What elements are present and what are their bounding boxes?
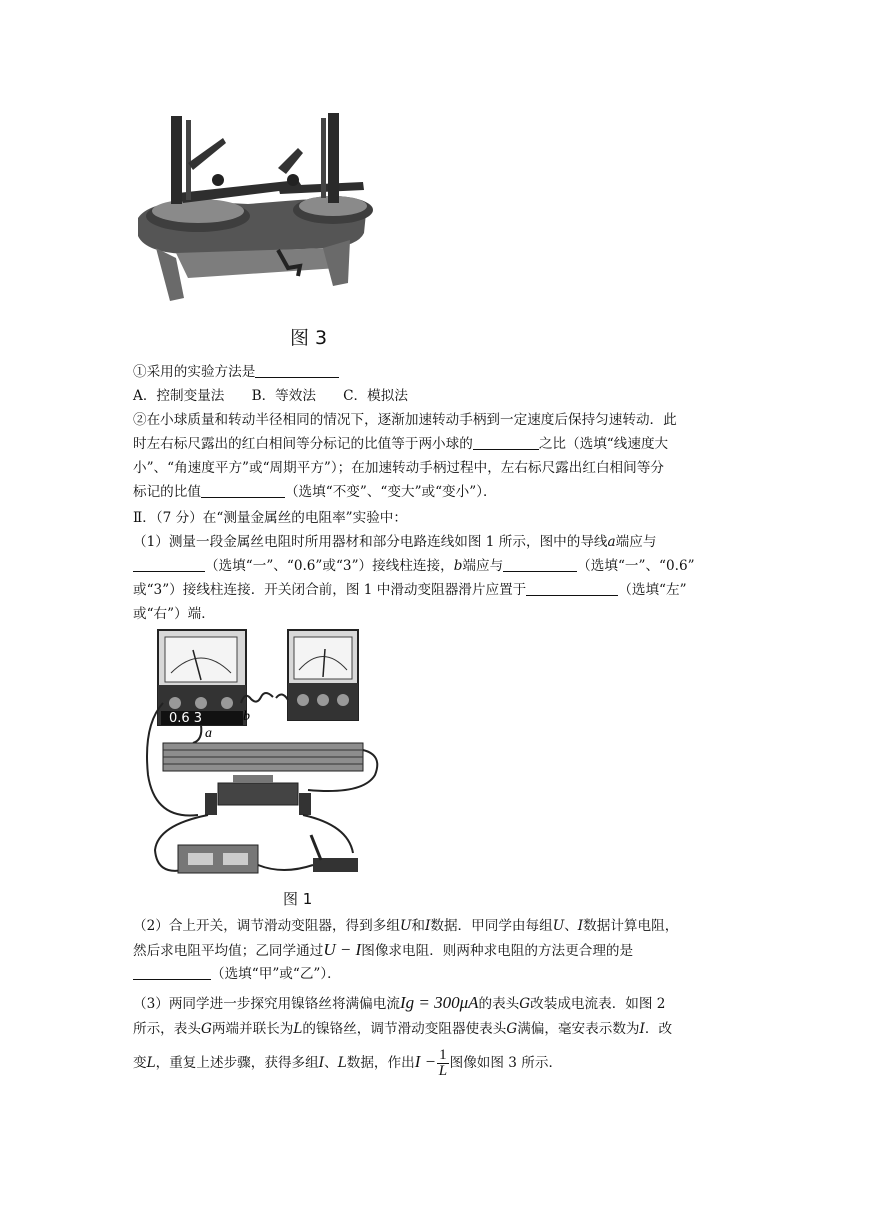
s2-line1-c: 数据．甲同学由每组 bbox=[430, 918, 553, 934]
fraction-denominator: L bbox=[438, 1063, 448, 1079]
answer-blank[interactable] bbox=[133, 964, 211, 980]
ammeter-scale-label: 0.6 3 bbox=[169, 711, 203, 726]
figure3-caption: 图 3 bbox=[290, 327, 328, 349]
answer-blank[interactable] bbox=[526, 580, 618, 596]
var-G: G bbox=[506, 1021, 518, 1037]
i-minus-equation: I − bbox=[414, 1052, 437, 1071]
para2-line2-b: 之比（选填“线速度大 bbox=[538, 436, 669, 452]
figure1-caption: 图 1 bbox=[283, 890, 313, 908]
s1-line3-a: 或“3”）接线柱连接．开关闭合前，图 1 中滑动变阻器滑片应置于 bbox=[133, 582, 527, 598]
question2-part3-block bbox=[133, 990, 743, 1082]
var-L: L bbox=[293, 1021, 303, 1037]
s2-line1-a: （2）合上开关，调节滑动变阻器，得到多组 bbox=[133, 918, 400, 934]
s3-line3-d: 数据，作出 bbox=[346, 1055, 415, 1071]
para2-line3: 小”、“角速度平方”或“周期平方”）；在加速转动手柄过程中，左右标尺露出红白相间等分 bbox=[133, 460, 664, 476]
ig-equation: Ig = 300μA bbox=[399, 993, 479, 1012]
s3-line1-b: 的表头 bbox=[478, 996, 520, 1012]
answer-blank[interactable] bbox=[201, 482, 285, 498]
answer-blank[interactable] bbox=[133, 556, 205, 572]
s3-line2-b: 两端并联长为 bbox=[211, 1021, 294, 1037]
var-I: I bbox=[639, 1021, 645, 1037]
wire-a-label: a bbox=[205, 726, 212, 741]
s1-line3-b: （选填“左” bbox=[618, 582, 687, 598]
s1-line2-c: （选填“一”、“0.6” bbox=[577, 558, 695, 574]
var-G: G bbox=[519, 996, 531, 1012]
para2-line4-b: （选填“不变”、“变大”或“变小”）． bbox=[284, 484, 497, 500]
s2-line1-d: 、 bbox=[564, 918, 578, 934]
var-I: I bbox=[318, 1055, 325, 1071]
one-over-L-fraction bbox=[437, 1048, 449, 1079]
question1-block bbox=[133, 360, 743, 504]
question2-part2-block bbox=[133, 914, 743, 986]
q2-header: Ⅱ．（7 分）在“测量金属丝的电阻率”实验中： bbox=[133, 510, 407, 526]
var-U: U bbox=[552, 918, 565, 934]
option-a: A．控制变量法 bbox=[133, 388, 225, 404]
s1-line2-a: （选填“一”、“0.6”或“3”）接线柱连接， bbox=[205, 558, 454, 574]
s3-line3-a: 变 bbox=[133, 1055, 147, 1071]
var-I: I bbox=[425, 918, 431, 934]
s3-line3-b: ，重复上述步骤，获得多组 bbox=[155, 1055, 319, 1071]
s3-line1-a: （3）两同学进一步探究用镍铬丝将满偏电流 bbox=[133, 996, 400, 1012]
circuit-apparatus-image bbox=[143, 625, 388, 885]
s3-line2-c: 的镍铬丝，调节滑动变阻器使表头 bbox=[302, 1021, 507, 1037]
s3-line3-e: 图像如图 3 所示． bbox=[449, 1055, 563, 1071]
var-L: L bbox=[146, 1055, 156, 1071]
option-c: C．模拟法 bbox=[343, 388, 408, 404]
s2-line3: （选填“甲”或“乙”）． bbox=[211, 966, 341, 982]
para2-line4-a: 标记的比值 bbox=[133, 484, 201, 500]
var-a: a bbox=[607, 534, 616, 550]
s1-line2-b: 端应与 bbox=[462, 558, 504, 574]
s3-line1-c: 改装成电流表．如图 2 bbox=[530, 996, 666, 1012]
s1-line1-b: 端应与 bbox=[615, 534, 657, 550]
s3-line2-e: ．改 bbox=[644, 1021, 673, 1037]
fraction-numerator: 1 bbox=[439, 1047, 447, 1063]
var-U: U bbox=[399, 918, 412, 934]
s2-line2-a: 然后求电阻平均值；乙同学通过 bbox=[133, 943, 324, 959]
s1-line1: （1）测量一段金属丝电阻时所用器材和部分电路连线如图 1 所示，图中的导线 bbox=[133, 534, 608, 550]
wire-b-label: b bbox=[243, 709, 250, 724]
var-G: G bbox=[200, 1021, 212, 1037]
s3-line3-c: 、 bbox=[324, 1055, 338, 1071]
s3-line2-a: 所示，表头 bbox=[133, 1021, 201, 1037]
s1-line4: 或“右”）端． bbox=[133, 606, 215, 622]
s2-line1-b: 和 bbox=[411, 918, 425, 934]
var-I: I bbox=[577, 918, 584, 934]
question2-block bbox=[133, 506, 743, 626]
answer-blank[interactable] bbox=[503, 556, 577, 572]
option-b: B．等效法 bbox=[251, 388, 316, 404]
answer-blank[interactable] bbox=[473, 434, 539, 450]
s2-line2-b: 图像求电阻．则两种求电阻的方法更合理的是 bbox=[361, 943, 634, 959]
para2-line1: ②在小球质量和转动半径相同的情况下，逐渐加速转动手柄到一定速度后保持匀速转动．此 bbox=[133, 412, 677, 428]
var-L: L bbox=[337, 1055, 347, 1071]
s2-line1-e: 数据计算电阻， bbox=[583, 918, 679, 934]
answer-blank[interactable] bbox=[255, 362, 339, 378]
para2-line2-a: 时左右标尺露出的红白相间等分标记的比值等于两小球的 bbox=[133, 436, 473, 452]
ui-equation: U − I bbox=[323, 940, 362, 959]
var-b: b bbox=[453, 558, 463, 574]
centripetal-apparatus-image bbox=[128, 108, 378, 313]
s3-line2-d: 满偏，毫安表示数为 bbox=[517, 1021, 640, 1037]
method-prompt: ①采用的实验方法是 bbox=[133, 364, 256, 380]
